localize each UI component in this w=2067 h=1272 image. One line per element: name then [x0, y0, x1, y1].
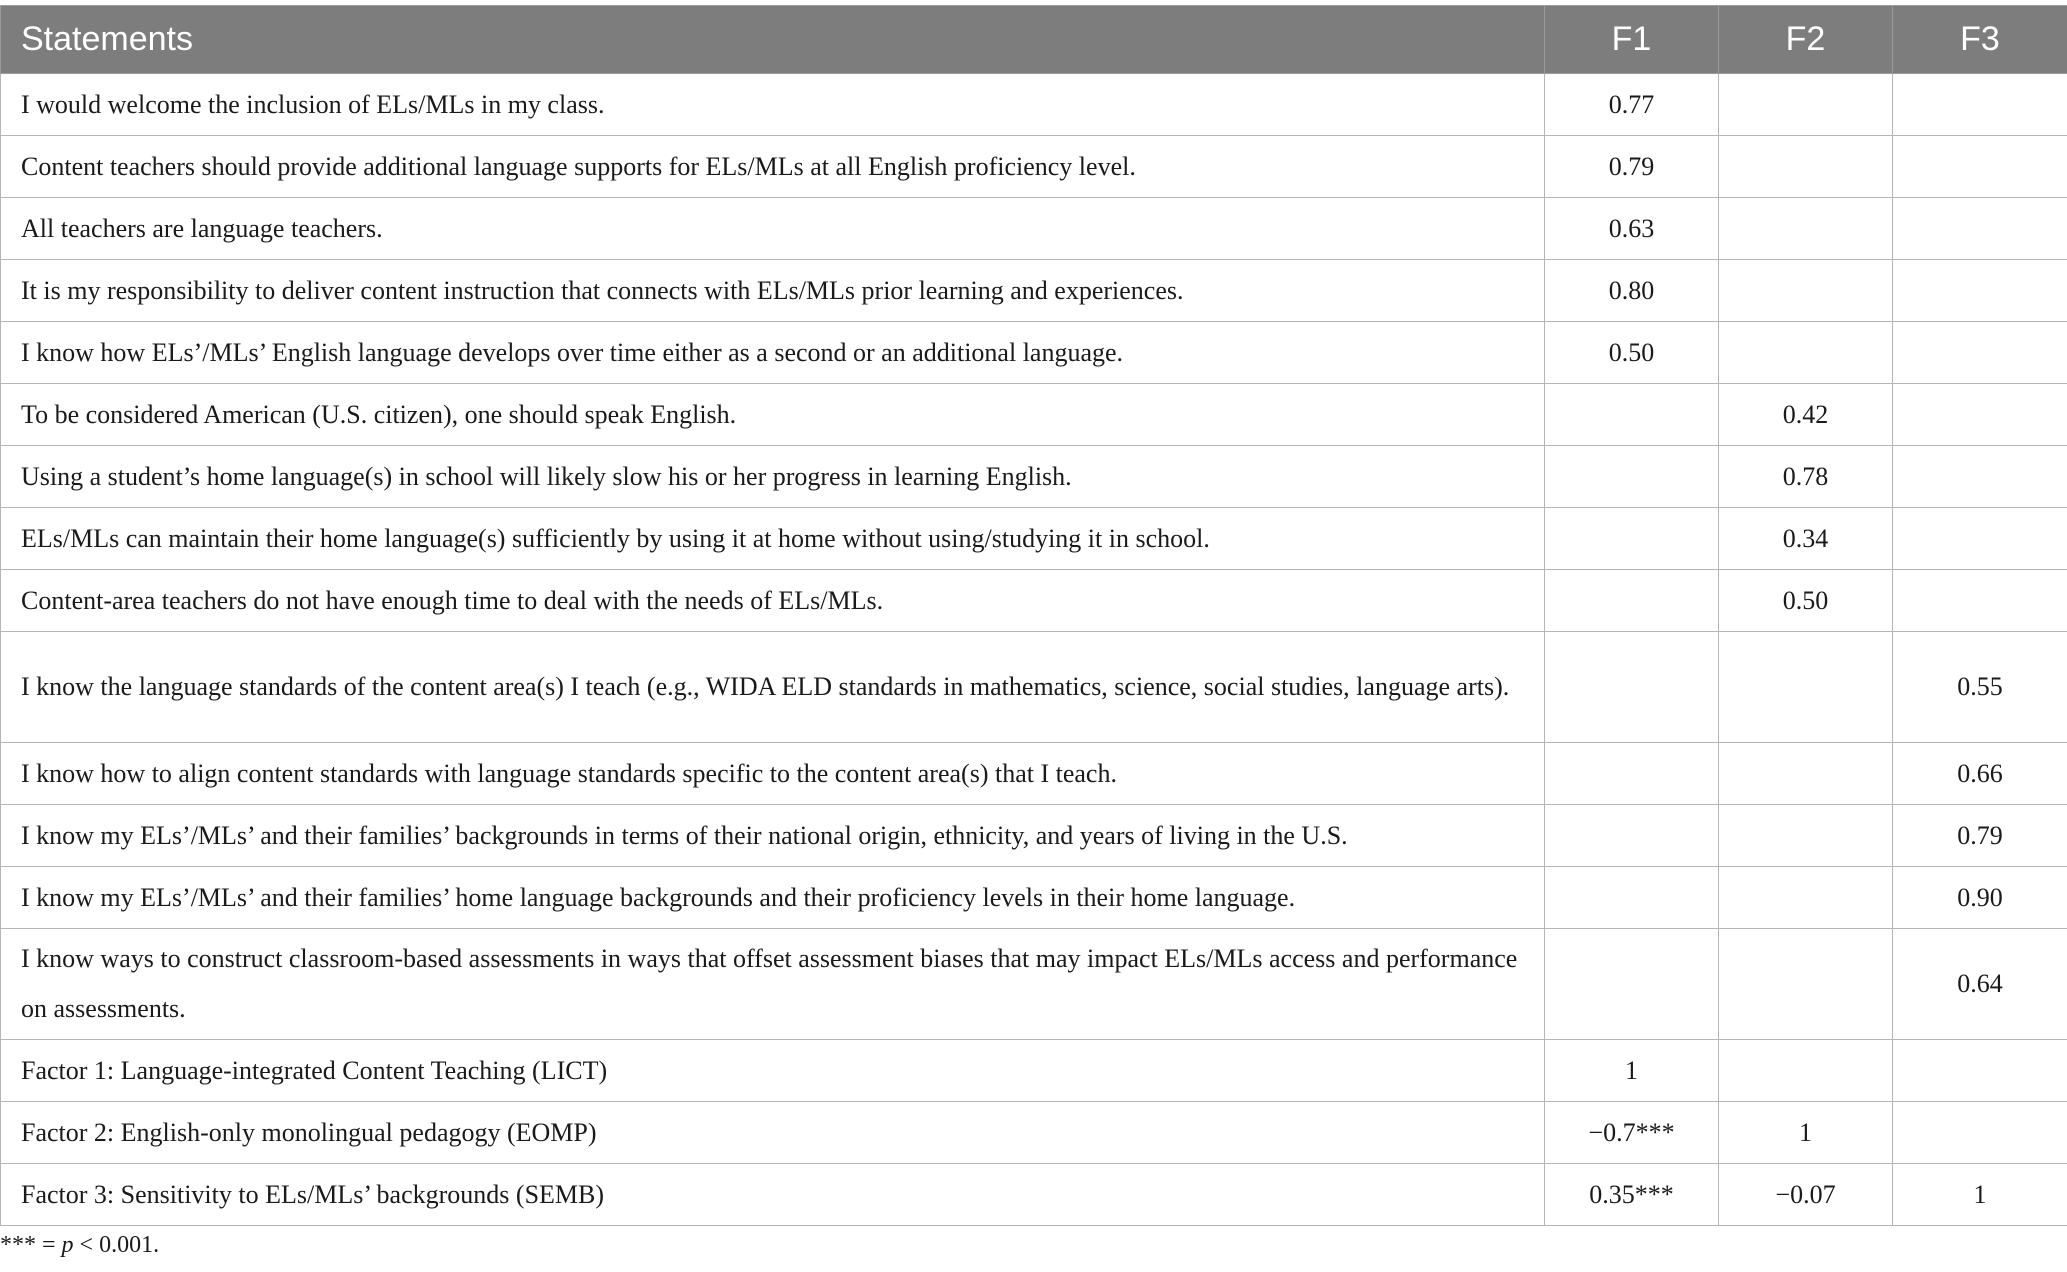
table-row — [1, 867, 2067, 929]
f2-cell — [1719, 74, 1893, 136]
table-header-row — [1, 6, 2067, 74]
table-row — [1, 322, 2067, 384]
f1-cell — [1545, 570, 1719, 632]
f1-cell: 0.35*** — [1545, 1164, 1719, 1226]
statement-cell: I know how to align content standards with language standards specific to the content area(s) that I teach. — [1, 743, 1545, 805]
f3-cell — [1893, 1102, 2067, 1164]
f2-cell — [1719, 867, 1893, 929]
factor-loadings-table — [0, 5, 2067, 1226]
f3-cell: 0.55 — [1893, 632, 2067, 743]
f3-cell: 1 — [1893, 1164, 2067, 1226]
f1-cell: 0.63 — [1545, 198, 1719, 260]
f2-cell — [1719, 743, 1893, 805]
f3-cell — [1893, 136, 2067, 198]
f1-cell: 0.77 — [1545, 74, 1719, 136]
statement-cell: I would welcome the inclusion of ELs/MLs in my class. — [1, 74, 1545, 136]
f2-cell — [1719, 322, 1893, 384]
statement-cell: I know my ELs’/MLs’ and their families’ backgrounds in terms of their national origin, ethnicity, and years of living in the U.S. — [1, 805, 1545, 867]
statement-cell: To be considered American (U.S. citizen), one should speak English. — [1, 384, 1545, 446]
footnote-p: p — [61, 1232, 74, 1258]
table-row — [1, 198, 2067, 260]
table-row — [1, 632, 2067, 743]
f2-cell — [1719, 198, 1893, 260]
f2-cell: 0.34 — [1719, 508, 1893, 570]
f1-cell — [1545, 508, 1719, 570]
f1-cell: −0.7*** — [1545, 1102, 1719, 1164]
f3-cell: 0.64 — [1893, 929, 2067, 1040]
f1-cell — [1545, 384, 1719, 446]
f3-cell — [1893, 74, 2067, 136]
statement-cell: Content-area teachers do not have enough time to deal with the needs of ELs/MLs. — [1, 570, 1545, 632]
f1-cell: 0.50 — [1545, 322, 1719, 384]
table-footnote — [0, 1232, 159, 1259]
f1-cell — [1545, 632, 1719, 743]
statement-cell: I know my ELs’/MLs’ and their families’ home language backgrounds and their proficiency levels in their home language. — [1, 867, 1545, 929]
f1-cell — [1545, 805, 1719, 867]
factor-loadings-table-wrapper — [0, 5, 2067, 1226]
f2-cell: 1 — [1719, 1102, 1893, 1164]
f3-cell: 0.90 — [1893, 867, 2067, 929]
footnote-stars: *** = — [0, 1232, 62, 1258]
statement-cell: I know ways to construct classroom-based assessments in ways that offset assessment biases that may impact ELs/MLs access and performance on assessments. — [1, 929, 1545, 1040]
statement-cell: I know how ELs’/MLs’ English language develops over time either as a second or an additional language. — [1, 322, 1545, 384]
header-f2: F2 — [1719, 6, 1893, 74]
footnote-rest: < 0.001. — [73, 1232, 160, 1258]
table-row — [1, 136, 2067, 198]
f1-cell — [1545, 743, 1719, 805]
f3-cell: 0.66 — [1893, 743, 2067, 805]
f3-cell — [1893, 260, 2067, 322]
f1-cell — [1545, 867, 1719, 929]
f3-cell: 0.79 — [1893, 805, 2067, 867]
f2-cell — [1719, 632, 1893, 743]
f2-cell: 0.50 — [1719, 570, 1893, 632]
f3-cell — [1893, 198, 2067, 260]
f3-cell — [1893, 446, 2067, 508]
header-f1: F1 — [1545, 6, 1719, 74]
table-row — [1, 570, 2067, 632]
statement-cell: Factor 3: Sensitivity to ELs/MLs’ backgrounds (SEMB) — [1, 1164, 1545, 1226]
table-row — [1, 1164, 2067, 1226]
table-row — [1, 74, 2067, 136]
f2-cell — [1719, 260, 1893, 322]
f2-cell: −0.07 — [1719, 1164, 1893, 1226]
f3-cell — [1893, 1040, 2067, 1102]
statement-cell: Factor 2: English-only monolingual pedagogy (EOMP) — [1, 1102, 1545, 1164]
table-row — [1, 260, 2067, 322]
statement-cell: ELs/MLs can maintain their home language(s) sufficiently by using it at home without using/studying it in school. — [1, 508, 1545, 570]
f2-cell: 0.42 — [1719, 384, 1893, 446]
statement-cell: It is my responsibility to deliver content instruction that connects with ELs/MLs prior learning and experiences. — [1, 260, 1545, 322]
f2-cell — [1719, 929, 1893, 1040]
table-row — [1, 929, 2067, 1040]
f3-cell — [1893, 508, 2067, 570]
header-statements: Statements — [1, 6, 1545, 74]
f1-cell: 0.79 — [1545, 136, 1719, 198]
statement-cell: Using a student’s home language(s) in school will likely slow his or her progress in learning English. — [1, 446, 1545, 508]
table-row — [1, 1102, 2067, 1164]
f2-cell — [1719, 1040, 1893, 1102]
header-f3: F3 — [1893, 6, 2067, 74]
statement-cell: Content teachers should provide additional language supports for ELs/MLs at all English proficiency level. — [1, 136, 1545, 198]
f2-cell: 0.78 — [1719, 446, 1893, 508]
statement-cell: Factor 1: Language-integrated Content Teaching (LICT) — [1, 1040, 1545, 1102]
f2-cell — [1719, 805, 1893, 867]
table-row — [1, 508, 2067, 570]
table-row — [1, 1040, 2067, 1102]
f2-cell — [1719, 136, 1893, 198]
table-row — [1, 384, 2067, 446]
f3-cell — [1893, 384, 2067, 446]
table-row — [1, 805, 2067, 867]
table-row — [1, 446, 2067, 508]
f1-cell — [1545, 446, 1719, 508]
statement-cell: All teachers are language teachers. — [1, 198, 1545, 260]
f1-cell — [1545, 929, 1719, 1040]
statement-cell: I know the language standards of the content area(s) I teach (e.g., WIDA ELD standards in mathematics, science, social studies, language arts). — [1, 632, 1545, 743]
f3-cell — [1893, 570, 2067, 632]
table-row — [1, 743, 2067, 805]
f3-cell — [1893, 322, 2067, 384]
f1-cell: 0.80 — [1545, 260, 1719, 322]
f1-cell: 1 — [1545, 1040, 1719, 1102]
